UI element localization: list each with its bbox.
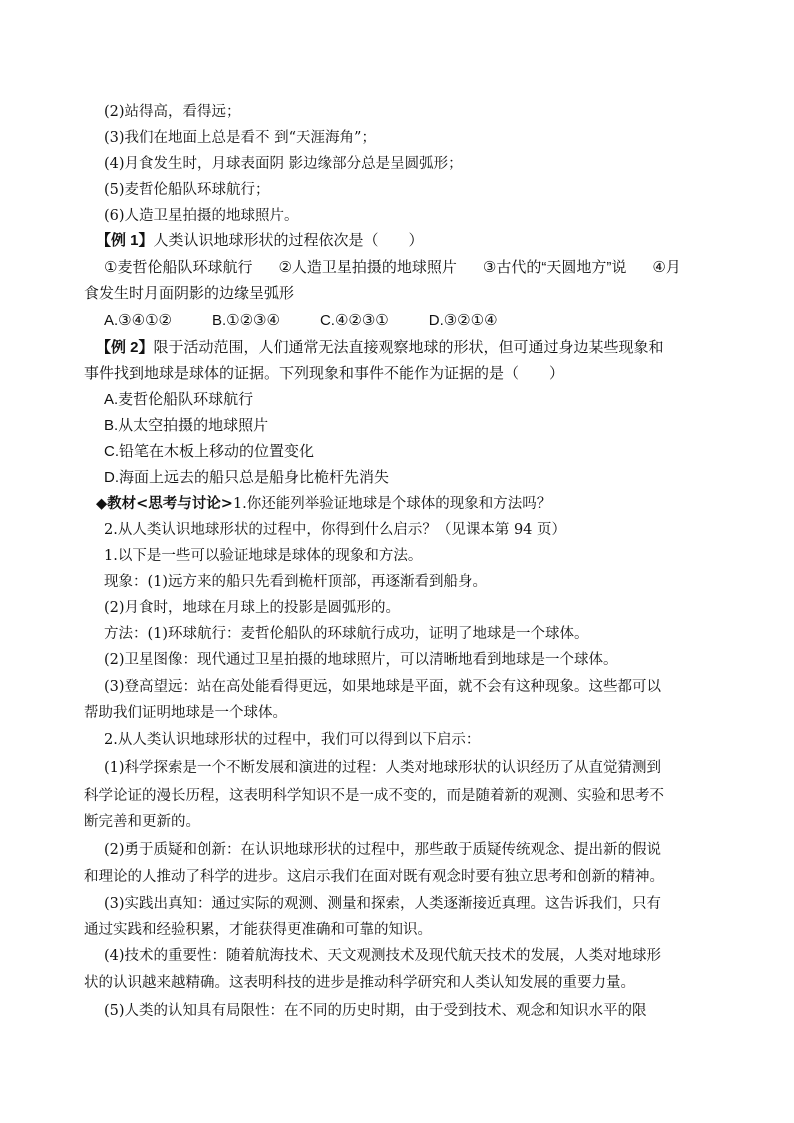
- answer-line: 2.从人类认识地球形状的过程中，我们可以得到以下启示：: [104, 732, 481, 748]
- answer-line: 科学论证的漫长历程，这表明科学知识不是一成不变的，而是随着新的观测、实验和思考不: [84, 788, 664, 804]
- option-3: ③古代的“天圆地方”说: [482, 259, 627, 276]
- example-1-tag: 【例 1】: [96, 232, 154, 249]
- text-line: (5)麦哲伦船队环球航行；: [104, 182, 270, 198]
- option-4: ④月: [652, 259, 681, 276]
- answer-line: 断完善和更新的。: [84, 814, 200, 830]
- example-1-question: [96, 231, 706, 251]
- example-1-options: [104, 258, 714, 278]
- example-2-text: 限于活动范围，人们通常无法直接观察地球的形状，但可通过身边某些现象和: [153, 339, 664, 356]
- text-line: (6)人造卫星拍摄的地球照片。: [104, 208, 299, 224]
- choice-b: B.①②③④: [211, 312, 280, 329]
- textbook-head: ◆教材<思考与讨论>: [96, 495, 233, 512]
- example-1-choices: [104, 311, 714, 331]
- answer-line: 通过实践和经验积累，才能获得更准确和可靠的知识。: [84, 922, 432, 938]
- answer-line: (2)月食时，地球在月球上的投影是圆弧形的。: [104, 600, 401, 616]
- example-2-choice-d: D.海面上远去的船只总是船身比桅杆先消失: [104, 469, 390, 486]
- answer-line: (3)登高望远：站在高处能看得更远，如果地球是平面，就不会有这种现象。这些都可以: [104, 679, 662, 695]
- choice-a: A.③④①②: [104, 312, 172, 329]
- example-2-question: [96, 338, 716, 358]
- answer-line: (2)勇于质疑和创新：在认识地球形状的过程中，那些敢于质疑传统观念、提出新的假说: [104, 842, 662, 858]
- answer-line: 现象：(1)远方来的船只先看到桅杆顶部，再逐渐看到船身。: [104, 574, 488, 590]
- textbook-question-2: 2.从人类认识地球形状的过程中，你得到什么启示？（见课本第 94 页）: [104, 522, 567, 538]
- answer-line: (5)人类的认知具有局限性：在不同的历史时期，由于受到技术、观念和知识水平的限: [104, 1003, 647, 1019]
- textbook-q1: 1.你还能列举验证地球是个球体的现象和方法吗？: [232, 496, 552, 512]
- answer-line: 方法：(1)环球航行：麦哲伦船队的环球航行成功，证明了地球是一个球体。: [104, 626, 589, 642]
- choice-d: D.③②①④: [428, 312, 498, 329]
- example-2-choice-b: B.从太空拍摄的地球照片: [104, 417, 269, 434]
- answer-line: 状的认识越来越精确。这表明科技的进步是推动科学研究和人类认知发展的重要力量。: [84, 975, 635, 991]
- text-line: (3)我们在地面上总是看不 到“天涯海角”；: [104, 130, 376, 146]
- answer-line: (2)卫星图像：现代通过卫星拍摄的地球照片，可以清晰地看到地球是一个球体。: [104, 652, 618, 668]
- example-1-options-cont: 食发生时月面阴影的边缘呈弧形: [84, 285, 295, 302]
- answer-line: 和理论的人推动了科学的进步。这启示我们在面对既有观念时要有独立思考和创新的精神。: [84, 869, 664, 885]
- answer-line: (4)技术的重要性：随着航海技术、天文观测技术及现代航天技术的发展，人类对地球形: [104, 948, 662, 964]
- example-2-choice-c: C.铅笔在木板上移动的位置变化: [104, 443, 315, 460]
- option-1: ①麦哲伦船队环球航行: [104, 259, 253, 276]
- answer-line: 1.以下是一些可以验证地球是球体的现象和方法。: [104, 548, 423, 564]
- answer-line: (3)实践出真知：通过实际的观测、测量和探索，人类逐渐接近真理。这告诉我们，只有: [104, 896, 662, 912]
- answer-line: (1)科学探索是一个不断发展和演进的过程：人类对地球形状的认识经历了从直觉猜测到: [104, 760, 662, 776]
- text-line: (4)月食发生时，月球表面阴 影边缘部分总是呈圆弧形；: [104, 156, 463, 172]
- example-1-text: 人类认识地球形状的过程依次是（ ）: [153, 232, 424, 249]
- example-2-tag: 【例 2】: [96, 339, 154, 356]
- option-2: ②人造卫星拍摄的地球照片: [278, 259, 457, 276]
- example-2-question-cont: 事件找到地球是球体的证据。下列现象和事件不能作为证据的是（ ）: [84, 365, 565, 382]
- choice-c: C.④②③①: [319, 312, 389, 329]
- answer-line: 帮助我们证明地球是一个球体。: [84, 705, 287, 721]
- text-line: (2)站得高，看得远；: [104, 104, 241, 120]
- textbook-question-1: [96, 494, 726, 514]
- example-2-choice-a: A.麦哲伦船队环球航行: [104, 391, 254, 408]
